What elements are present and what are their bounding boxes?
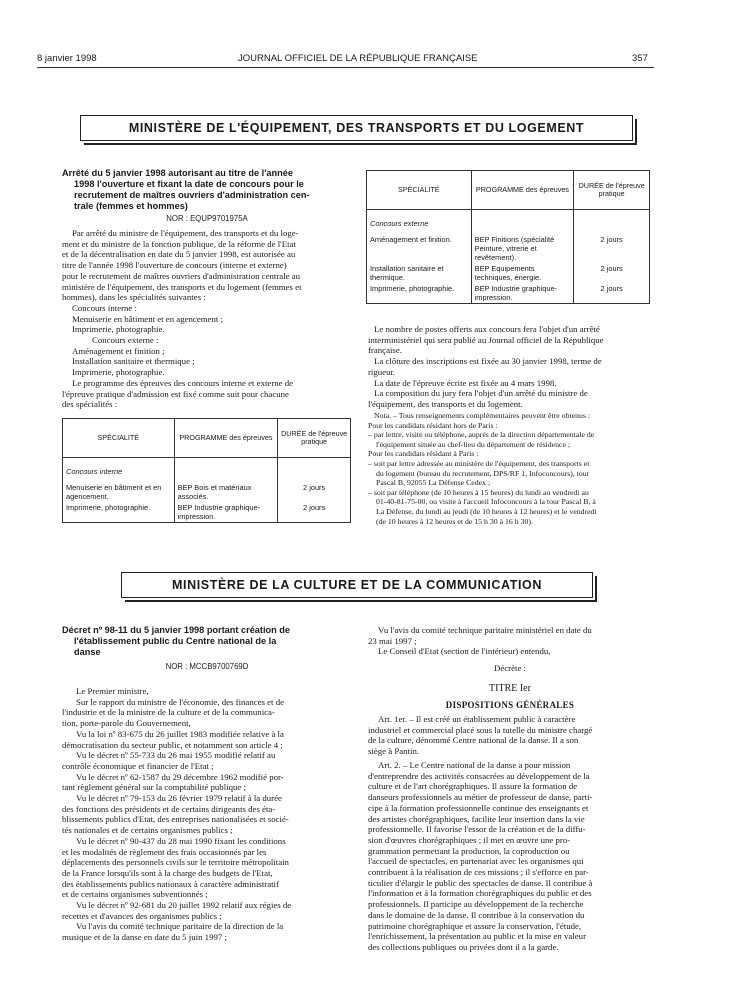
table-concours-externe xyxy=(366,170,650,304)
cell-duree: 2 jours xyxy=(574,283,650,304)
table-header-duree: DURÉE de l'épreuve pratique xyxy=(574,171,650,210)
arrete-after-table: Le nombre de postes offerts aux concours fera l'objet d'un arrêté interministériel qui sera publié au Journal officiel de la République française. La clôture des inscriptions est fixée au 30 janvier 1998, terme de rigueur. La date de l'épreuve écrite est fixée au 4 mars 1998. La composition du jury fera l'objet d'un arrêté du ministre de l'équipement, des transports et du logement. xyxy=(368,324,604,409)
titre-heading: TITRE Ier xyxy=(489,683,531,694)
cell-duree: 2 jours xyxy=(278,482,351,502)
article-2: Art. 2. – Le Centre national de la danse a pour mission d'entreprendre des activités consacrées au développement de la culture et de l'art chorégraphiques. Il assure la formation de danseurs professionnels au métier de professeur de danse, parti- cipe à la formation professionnelle continue des enseignants et des artistes chorégraphiques, facilite leur insertion dans la vie professionnelle. Il favorise l'essor de la création et de la diffu- sion d'œuvres chorégraphiques ; il met en œuvre une pro- grammation permettant la production, la coproduction ou l'accueil de spectacles, en partenariat avec les organismes qui contribuent à la réalisation de ces missions ; il s'efforce en par- ticulier d'élargir le public des spectacles de danse. Il contribue à l'information et à la formation chorégraphiques du public et des professionnels. Il participe au développement de la recherche dans le domaine de la danse. Il contribue à la conservation du patrimoine chorégraphique et assure la conservation, l'étude, l'enrichissement, la présentation au public et la mise en valeur des collections publiques ou privées dont il a la garde. xyxy=(368,760,593,952)
table-row xyxy=(367,234,650,263)
dispositions-heading: DISPOSITIONS GÉNÉRALES xyxy=(445,700,575,710)
cell-programme: BEP Equipements techniques, énergie. xyxy=(471,263,574,283)
arrete-body: Par arrêté du ministre de l'équipement, des transports et du loge- ment et du ministre de la fonction publique, de la réforme de l'Etat et de la décentralisation en date du 5 janvier 1998, est autorisée au titre de l'année 1998 l'ouverture de concours (interne et externe) pour le recrutement de maîtres ouvriers d'administration centrale au ministère de l'équipement, des transports et du logement (femmes et hommes), dans les spécialités suivantes : Concours interne : Menuiserie en bâtiment et en agencement ; Imprimerie, photographie. Concours externe : Aménagement et finition ; Installation sanitaire et thermique ; Imprimerie, photographie. Le programme des épreuves des concours interne et externe de l'épreuve pratique d'admission est fixé comme suit pour chacune des spécialités : xyxy=(62,228,302,410)
cell-programme: BEP Bois et matériaux associés. xyxy=(174,482,278,502)
table-section-label: Concours externe xyxy=(367,218,472,229)
cell-duree: 2 jours xyxy=(574,263,650,283)
arrete-title xyxy=(62,168,352,212)
cell-duree: 2 jours xyxy=(574,234,650,263)
cell-duree: 2 jours xyxy=(278,502,351,523)
arrete-title-line: Arrêté du 5 janvier 1998 autorisant au titre de l'année xyxy=(62,168,293,178)
table-header-programme: PROGRAMME des épreuves xyxy=(174,419,278,458)
header-page-number: 357 xyxy=(632,53,648,64)
decret-title xyxy=(62,625,352,658)
header-rule xyxy=(37,67,654,68)
ministry-banner-equipement: MINISTÈRE DE L'ÉQUIPEMENT, DES TRANSPORTS ET DU LOGEMENT xyxy=(80,115,633,141)
cell-specialite: Imprimerie, photographie. xyxy=(63,502,175,523)
arrete-title-line: 1998 l'ouverture et fixant la date de concours pour le xyxy=(74,179,304,189)
decret-visas-continued: Vu l'avis du comité technique paritaire ministériel en date du 23 mai 1997 ; Le Conseil d'Etat (section de l'intérieur) entendu, xyxy=(368,625,592,657)
table-header-specialite: SPÉCIALITÉ xyxy=(367,171,472,210)
table-header-duree: DURÉE de l'épreuve pratique xyxy=(278,419,351,458)
decret-title-line: Décret nº 98-11 du 5 janvier 1998 portant création de xyxy=(62,625,291,635)
table-header-specialite: SPÉCIALITÉ xyxy=(63,419,175,458)
table-row xyxy=(63,502,351,523)
arrete-nor: NOR : EQUP9701975A xyxy=(166,214,248,223)
table-row xyxy=(63,482,351,502)
cell-specialite: Installation sanitaire et thermique. xyxy=(367,263,472,283)
article-1: Art. 1er. – Il est créé un établissement public à caractère industriel et commercial placé sous la tutelle du ministre chargé de la culture, dénommé Centre national de la danse. Il a son siège à Pantin. xyxy=(368,714,593,757)
table-row xyxy=(367,263,650,283)
header-journal: JOURNAL OFFICIEL DE LA RÉPUBLIQUE FRANÇAISE xyxy=(238,53,478,64)
decret-title-line: danse xyxy=(74,647,101,657)
table-row xyxy=(367,283,650,304)
decrete-label: Décrète : xyxy=(494,663,526,673)
cell-programme: BEP Industrie graphique-impression. xyxy=(174,502,278,523)
decret-nor: NOR : MCCB9700769D xyxy=(165,662,249,671)
cell-programme: BEP Industrie graphique-impression. xyxy=(471,283,574,304)
cell-specialite: Menuiserie en bâtiment et en agencement. xyxy=(63,482,175,502)
header-date: 8 janvier 1998 xyxy=(37,53,97,64)
cell-specialite: Aménagement et finition. xyxy=(367,234,472,263)
decret-title-line: l'établissement public du Centre national de la xyxy=(74,636,277,646)
ministry-banner-culture: MINISTÈRE DE LA CULTURE ET DE LA COMMUNICATION xyxy=(121,572,593,598)
cell-specialite: Imprimerie, photographie. xyxy=(367,283,472,304)
table-section-label: Concours interne xyxy=(63,466,175,477)
decret-visas: Le Premier ministre, Sur le rapport du ministre de l'économie, des finances et de l'industrie et de la ministre de la culture et de la communica- tion, porte-parole du Gouvernement, Vu la loi nº 83-675 du 26 juillet 1983 modifiée relative à la démocratisation du secteur public, et notamment son article 4 ; Vu le décret nº 55-733 du 26 mai 1955 modifié relatif au contrôle économique et financier de l'Etat ; Vu le décret nº 62-1587 du 29 décembre 1962 modifié por- tant règlement général sur la comptabilité publique ; Vu le décret nº 79-153 du 26 février 1979 relatif à la durée des fonctions des présidents et de certains dirigeants des éta- blissements publics d'Etat, des entreprises nationalisées et socié- tés nationales et de certains organismes publics ; Vu le décret nº 90-437 du 28 mai 1990 fixant les conditions et les modalités de règlement des frais occasionnés par les déplacements des personnels civils sur le territoire métropolitain de la France lorsqu'ils sont à la charge des budgets de l'Etat, des établissements publics nationaux à caractère administratif et de certains organismes subventionnés ; Vu le décret nº 92-681 du 20 juillet 1992 relatif aux régies de recettes et d'avances des organismes publics ; Vu l'avis du comité technique paritaire de la direction de la musique et de la danse en date du 5 juin 1997 ; xyxy=(62,686,292,943)
arrete-title-line: recrutement de maîtres ouvriers d'administration cen- xyxy=(74,190,310,200)
table-concours-interne xyxy=(62,418,351,523)
cell-programme: BEP Finitions (spécialité Peinture, vitrerie et revêtement). xyxy=(471,234,574,263)
table-header-programme: PROGRAMME des épreuves xyxy=(471,171,574,210)
arrete-nota: Nota. – Tous renseignements complémentaires peuvent être obtenus : Pour les candidats résidant hors de Paris : – par lettre, visite ou téléphone, auprès de la direction départementale de l'équipement située au chef-lieu du département de résidence ; Pour les candidats résidant à Paris : – soit par lettre adressée au ministère de l'équipement, des transports et du logement (bureau du recrutement, DPS/RF 1, Infoconcours), tour Pascal B, 92055 La Défense Cedex ; – soit par téléphone (de 10 heures à 15 heures) du lundi au vendredi au 01-40-81-75-00, ou visite à l'accueil Infoconcours à la tour Pascal B, à La Défense, du lundi au jeudi (de 10 heures à 12 heures) et le vendredi (de 10 heures à 12 heures et de 15 h 30 à 16 h 30). xyxy=(368,411,597,526)
arrete-title-line: trale (femmes et hommes) xyxy=(74,201,188,211)
